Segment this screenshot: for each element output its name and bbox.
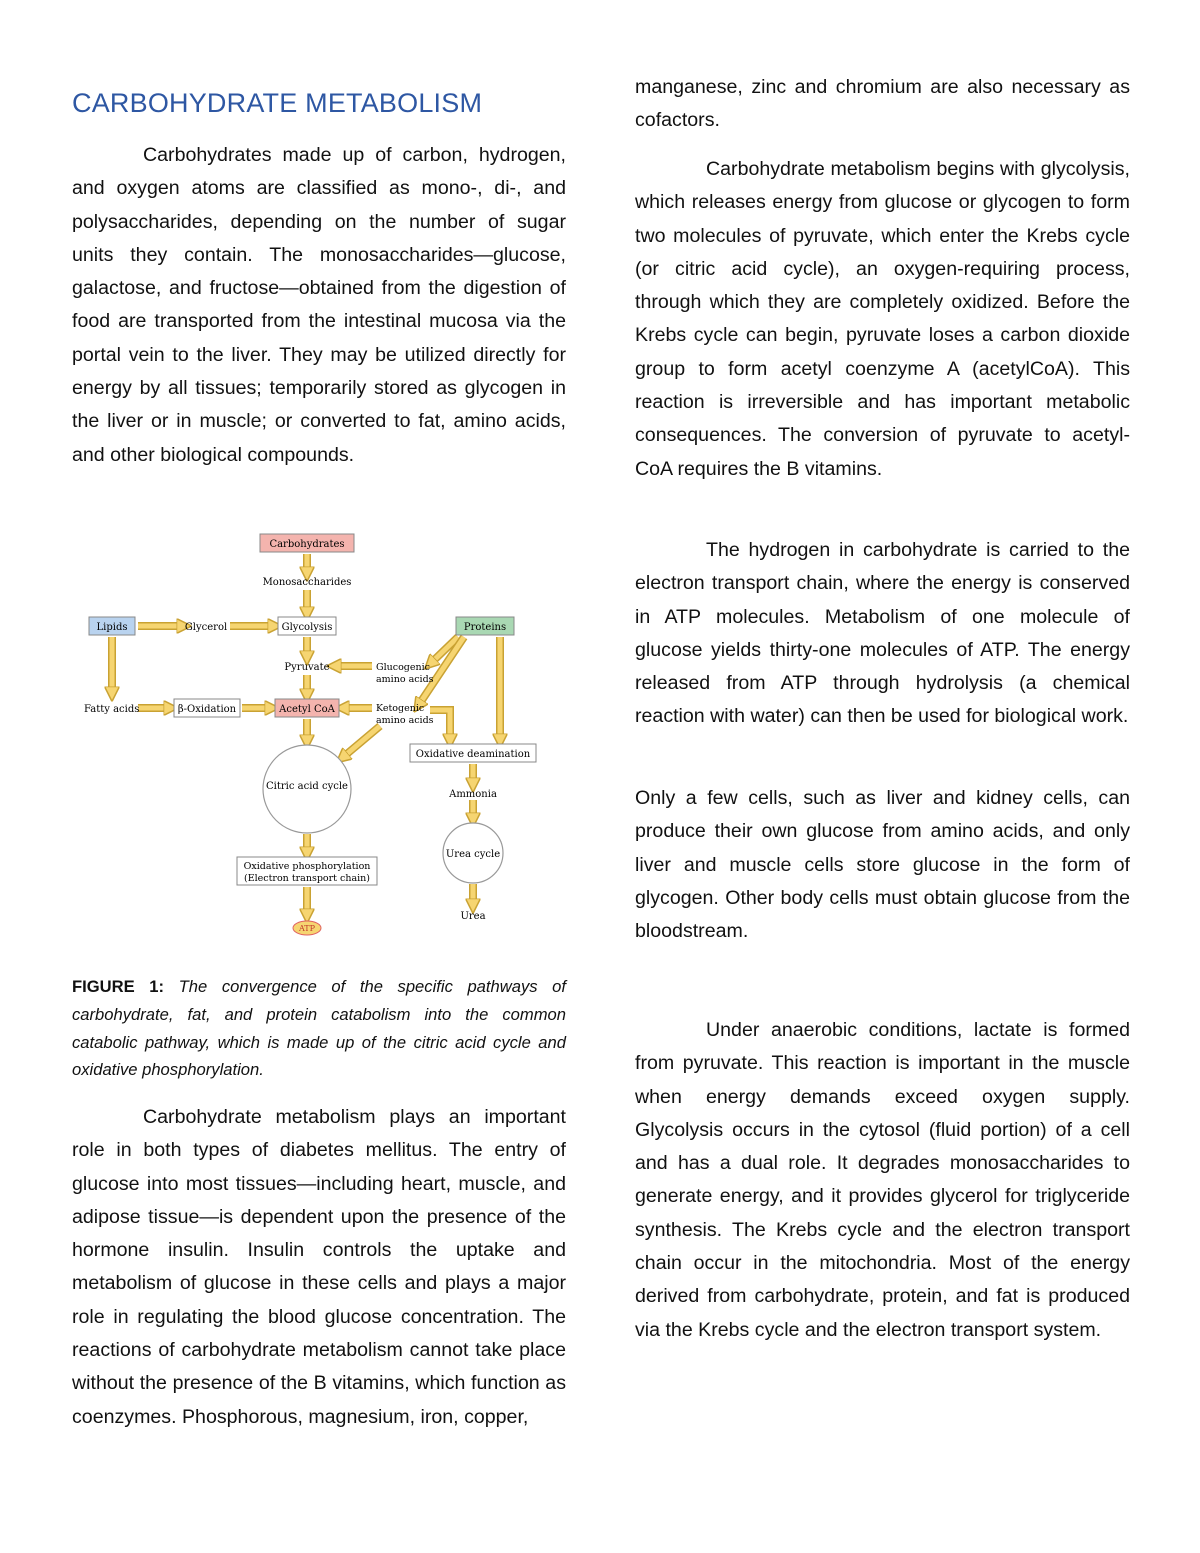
glycolysis-label: Glycolysis bbox=[281, 622, 333, 633]
urea-label: Urea bbox=[460, 911, 486, 922]
proteins-label: Proteins bbox=[463, 622, 507, 633]
pyruvate-label: Pyruvate bbox=[284, 662, 330, 673]
carbohydrates-label: Carbohydrates bbox=[269, 539, 345, 550]
metabolism-pathway-diagram bbox=[80, 528, 550, 948]
ketogenic-label-1: Ketogenic bbox=[376, 703, 425, 714]
oxidative-phosphorylation-label-1: Oxidative phosphorylation bbox=[243, 861, 371, 872]
ketogenic-label-2: amino acids bbox=[376, 715, 434, 726]
glycerol-label: Glycerol bbox=[184, 622, 228, 633]
glucogenic-label-2: amino acids bbox=[376, 674, 434, 685]
paragraph-anaerobic: Under anaerobic conditions, lactate is formed from pyruvate. This reaction is important in the muscle when energy demands exceed oxygen supply. Glycolysis occurs in the cytosol (fluid portion) of a cell and has a dual role. It degrades monosaccharides to generate energy, and it provides glycerol for triglyceride synthesis. The Krebs cycle and the electron transport chain occur in the mitochondria. Most of the energy derived from carbohydrate, protein, and fat is produced via the Krebs cycle and the electron transport system. bbox=[635, 1019, 1130, 1341]
lipids-label: Lipids bbox=[96, 622, 128, 633]
page-title: CARBOHYDRATE METABOLISM bbox=[72, 88, 483, 118]
paragraph-cofactors: manganese, zinc and chromium are also necessary as cofactors. bbox=[635, 76, 1130, 132]
paragraph-glucose-production: Only a few cells, such as liver and kidney cells, can produce their own glucose from amino acids, and only liver and muscle cells store glucose in the form of glycogen. Other body cells must obtain glucose from the bloodstream. bbox=[635, 787, 1130, 943]
figure-caption-label: FIGURE 1: bbox=[72, 977, 165, 996]
monosaccharides-label: Monosaccharides bbox=[262, 577, 352, 588]
figure-caption bbox=[72, 973, 566, 1084]
acetyl-coa-label: Acetyl CoA bbox=[279, 704, 335, 715]
ammonia-label: Ammonia bbox=[449, 789, 497, 800]
urea-cycle-label: Urea cycle bbox=[445, 849, 501, 860]
atp-label: ATP bbox=[298, 924, 316, 933]
oxidative-phosphorylation-label-2: (Electron transport chain) bbox=[243, 873, 371, 884]
glucogenic-label-1: Glucogenic bbox=[376, 662, 430, 673]
beta-oxidation-label: β-Oxidation bbox=[177, 704, 237, 715]
arrow-ketogenic-to-citric-cycle bbox=[342, 726, 380, 758]
paragraph-atp: The hydrogen in carbohydrate is carried to the electron transport chain, where the energy is conserved in ATP molecules. Metabolism of one molecule of glucose yields thirty-one molecules of ATP. The energy released from ATP through hydrolysis (a chemical reaction with water) can then be used for biological work. bbox=[635, 539, 1130, 728]
paragraph-intro: Carbohydrates made up of carbon, hydrogen, and oxygen atoms are classified as mono-, di-, and polysaccharides, depending on the number of sugar units they contain. The monosaccharides—glucose, galactose, and fructose—obtained from the digestion of food are transported from the intestinal mucosa via the portal vein to the liver. They may be utilized directly for energy by all tissues; temporarily stored as glycogen in the liver or in muscle; or converted to fat, amino acids, and other biological compounds. bbox=[72, 144, 566, 466]
oxidative-deamination-label: Oxidative deamination bbox=[415, 749, 531, 760]
paragraph-diabetes: Carbohydrate metabolism plays an important role in both types of diabetes mellitus. The entry of glucose into most tissues—including heart, muscle, and adipose tissue—is dependent upon the presence of the hormone insulin. Insulin controls the uptake and metabolism of glucose in these cells and plays a major role in regulating the blood glucose concentration. The reactions of carbohydrate metabolism cannot take place without the presence of the B vitamins, which function as coenzymes. Phosphorous, magnesium, iron, copper, bbox=[72, 1106, 566, 1428]
fatty-acids-label: Fatty acids bbox=[84, 704, 140, 715]
citric-acid-cycle-label: Citric acid cycle bbox=[266, 781, 348, 792]
figure-caption-text: The convergence of the specific pathways of carbohydrate, fat, and protein catabolism into the common catabolic pathway, which is made up of the citric acid cycle and oxidative phosphorylation. bbox=[72, 977, 566, 1080]
paragraph-glycolysis: Carbohydrate metabolism begins with glycolysis, which releases energy from glucose or glycogen to form two molecules of pyruvate, which enter the Krebs cycle (or citric acid cycle), an oxygen-requiring process, through which they are completely oxidized. Before the Krebs cycle can begin, pyruvate loses a carbon dioxide group to form acetyl coenzyme A (acetylCoA). This reaction is irreversible and has important metabolic consequences. The conversion of pyruvate to acetyl-CoA requires the B vitamins. bbox=[635, 158, 1130, 480]
